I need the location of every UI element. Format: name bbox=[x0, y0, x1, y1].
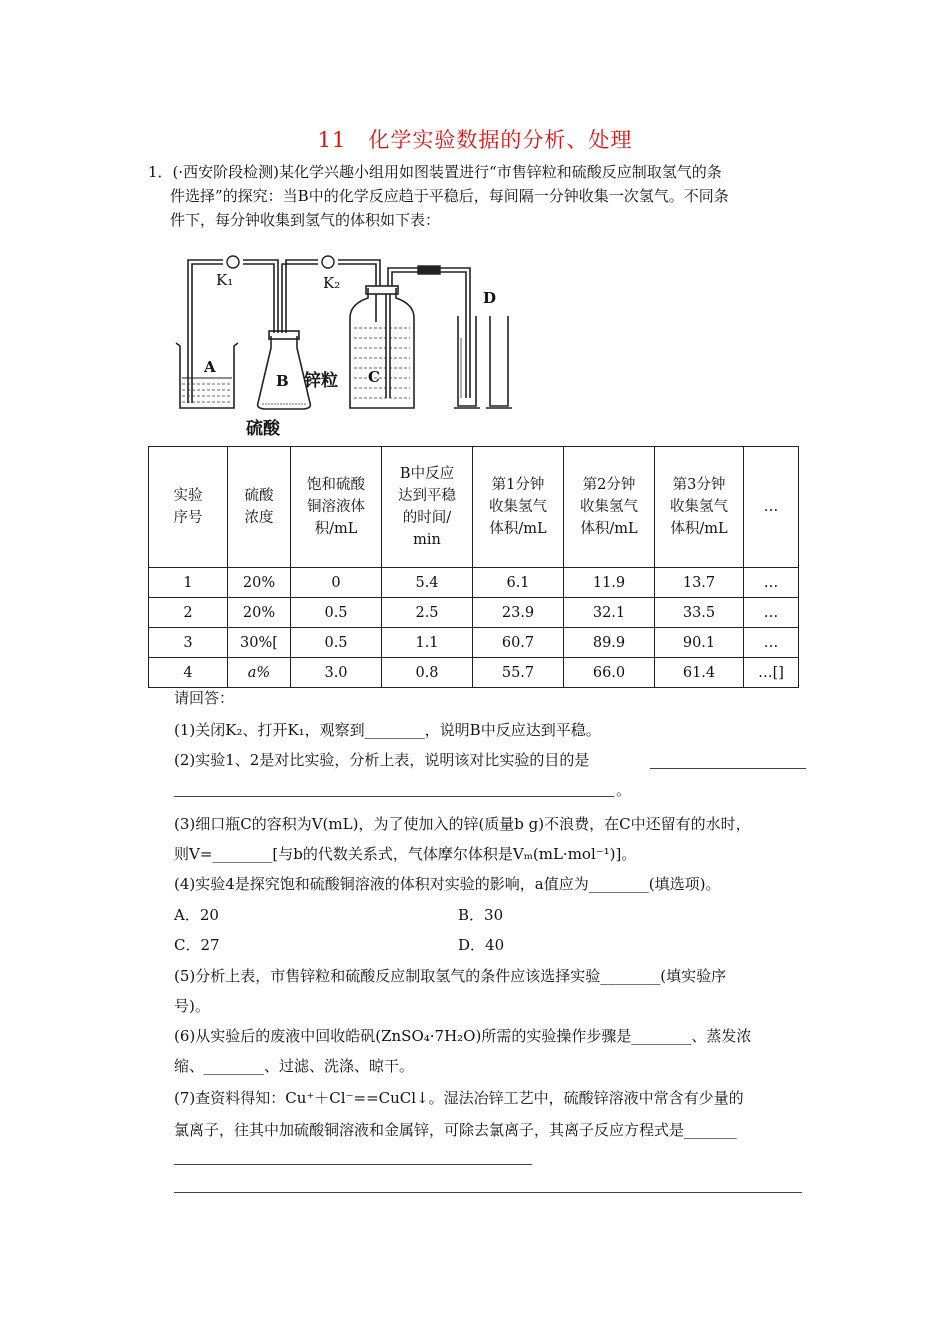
table-cell: 23.9 bbox=[473, 598, 564, 628]
label-k1: K₁ bbox=[216, 271, 234, 289]
question-7-line-1: (7)查资料得知：Cu⁺＋Cl⁻==CuCl↓。湿法冶锌工艺中，硫酸锌溶液中常含有少量的 bbox=[174, 1089, 744, 1107]
table-row bbox=[149, 658, 799, 688]
table-cell: 0 bbox=[291, 568, 382, 598]
table-cell: 2 bbox=[149, 598, 228, 628]
label-acid: 硫酸 bbox=[246, 419, 280, 439]
question-5-line-2: 号)。 bbox=[174, 997, 210, 1015]
table-cell: 20% bbox=[228, 598, 291, 628]
table-cell: 1 bbox=[149, 568, 228, 598]
question-7-line-2: 氯离子，往其中加硫酸铜溶液和金属锌，可除去氯离子，其离子反应方程式是_______ bbox=[174, 1121, 737, 1139]
table-cell: 89.9 bbox=[564, 628, 655, 658]
answer-blank-line bbox=[650, 768, 806, 769]
answer-blank-line bbox=[174, 796, 614, 797]
question-number: 1． bbox=[148, 163, 173, 181]
table-cell: a% bbox=[228, 658, 291, 688]
header-cell: 实验 序号 bbox=[149, 447, 228, 568]
header-cell: … bbox=[744, 447, 799, 568]
questions-intro: 请回答： bbox=[174, 689, 235, 707]
table-cell: 2.5 bbox=[382, 598, 473, 628]
label-k2: K₂ bbox=[323, 274, 341, 292]
question-6-line-1: (6)从实验后的废液中回收皓矾(ZnSO₄·7H₂O)所需的实验操作步骤是________、蒸发浓 bbox=[174, 1027, 752, 1045]
apparatus-diagram bbox=[168, 248, 548, 443]
answer-blank-line bbox=[174, 1164, 532, 1165]
table-cell: 3.0 bbox=[291, 658, 382, 688]
question-3-line-1: (3)细口瓶C的容积为V(mL)，为了使加入的锌(质量b g)不浪费，在C中还留有的水时， bbox=[174, 815, 751, 833]
question-2-end: 。 bbox=[616, 781, 632, 799]
stem-line-2: 件选择”的探究：当B中的化学反应趋于平稳后，每间隔一分钟收集一次氢气。不同条 bbox=[170, 187, 729, 205]
header-cell: 第1分钟 收集氢气 体积/mL bbox=[473, 447, 564, 568]
table-cell: 5.4 bbox=[382, 568, 473, 598]
table-cell: 4 bbox=[149, 658, 228, 688]
option-b: B．30 bbox=[458, 906, 504, 924]
table-cell: … bbox=[744, 628, 799, 658]
question-3-line-2: 则V=________[与b的代数关系式，气体摩尔体积是Vₘ(mL·mol⁻¹)]。 bbox=[174, 845, 637, 863]
table-cell: 66.0 bbox=[564, 658, 655, 688]
table-cell: 33.5 bbox=[655, 598, 744, 628]
table-cell: 20% bbox=[228, 568, 291, 598]
header-cell: B中反应 达到平稳 的时间/ min bbox=[382, 447, 473, 568]
stem-line-1: (·西安阶段检测)某化学兴趣小组用如图装置进行“市售锌粒和硫酸反应制取氢气的条 bbox=[172, 163, 722, 181]
question-5-line-1: (5)分析上表，市售锌粒和硫酸反应制取氢气的条件应该选择实验________(填实验序 bbox=[174, 967, 727, 985]
question-1-stem bbox=[148, 160, 808, 232]
question-1: (1)关闭K₂、打开K₁，观察到________，说明B中反应达到平稳。 bbox=[174, 721, 601, 739]
option-c: C．27 bbox=[174, 936, 220, 954]
table-cell: 13.7 bbox=[655, 568, 744, 598]
header-cell: 第3分钟 收集氢气 体积/mL bbox=[655, 447, 744, 568]
table-cell: 90.1 bbox=[655, 628, 744, 658]
table-cell: 3 bbox=[149, 628, 228, 658]
label-zinc: 锌粒 bbox=[304, 371, 338, 391]
question-4: (4)实验4是探究饱和硫酸铜溶液的体积对实验的影响，a值应为________(填选项)。 bbox=[174, 875, 721, 893]
table-cell: 30%[ bbox=[228, 628, 291, 658]
table-cell: 0.5 bbox=[291, 598, 382, 628]
table-cell: … bbox=[744, 568, 799, 598]
table-cell: 60.7 bbox=[473, 628, 564, 658]
page-title: 11 化学实验数据的分析、处理 bbox=[317, 128, 633, 152]
question-2: (2)实验1、2是对比实验，分析上表，说明该对比实验的目的是 bbox=[174, 751, 590, 769]
label-b: B bbox=[276, 372, 289, 390]
data-table bbox=[148, 446, 799, 688]
table-cell: …[] bbox=[744, 658, 799, 688]
table-header-row bbox=[149, 447, 799, 568]
answer-blank-line bbox=[174, 1192, 802, 1193]
label-d: D bbox=[483, 289, 497, 307]
table-row bbox=[149, 568, 799, 598]
table-cell: 1.1 bbox=[382, 628, 473, 658]
option-d: D．40 bbox=[458, 936, 505, 954]
table-row bbox=[149, 598, 799, 628]
table-cell: … bbox=[744, 598, 799, 628]
table-cell: 6.1 bbox=[473, 568, 564, 598]
header-cell: 硫酸 浓度 bbox=[228, 447, 291, 568]
header-cell: 第2分钟 收集氢气 体积/mL bbox=[564, 447, 655, 568]
table-row bbox=[149, 628, 799, 658]
header-cell: 饱和硫酸 铜溶液体 积/mL bbox=[291, 447, 382, 568]
label-c: C bbox=[368, 368, 380, 386]
option-a: A．20 bbox=[174, 906, 219, 924]
label-a: A bbox=[204, 358, 216, 376]
table-cell: 61.4 bbox=[655, 658, 744, 688]
question-6-line-2: 缩、________、过滤、洗涤、晾干。 bbox=[174, 1057, 415, 1075]
stem-line-3: 件下，每分钟收集到氢气的体积如下表： bbox=[170, 211, 441, 229]
table-cell: 32.1 bbox=[564, 598, 655, 628]
table-cell: 0.8 bbox=[382, 658, 473, 688]
table-cell: 55.7 bbox=[473, 658, 564, 688]
table-cell: 11.9 bbox=[564, 568, 655, 598]
table-cell: 0.5 bbox=[291, 628, 382, 658]
